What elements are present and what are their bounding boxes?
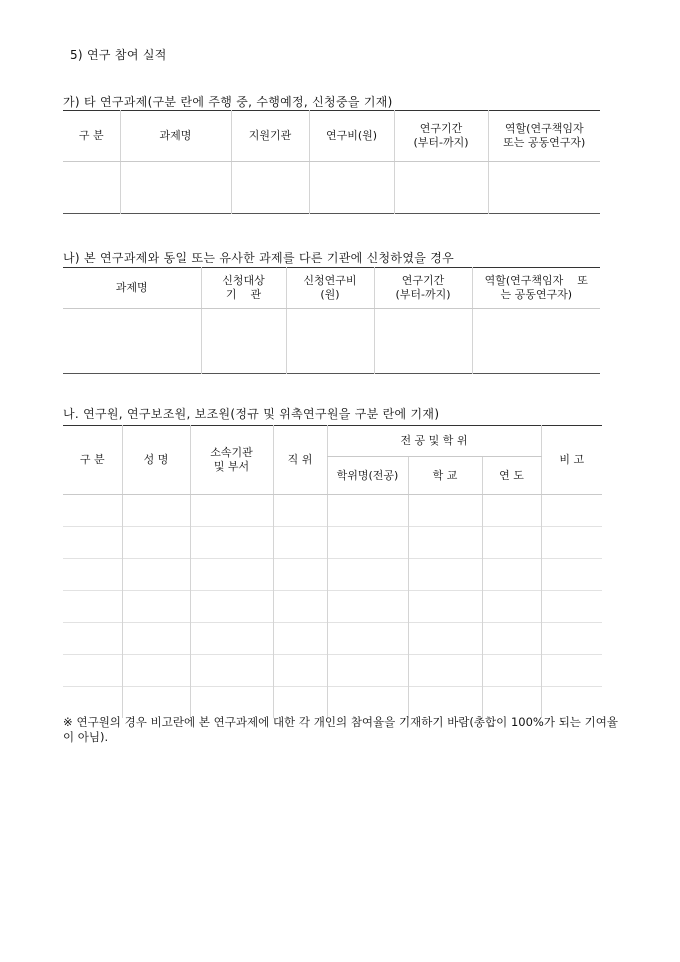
table-header-row bbox=[63, 426, 602, 457]
table-cell[interactable] bbox=[408, 591, 482, 623]
table-cell[interactable] bbox=[488, 162, 600, 214]
researchers-table bbox=[63, 425, 602, 718]
header-role: 역할(연구책임자 또는 공동연구자) bbox=[488, 111, 600, 162]
table-cell[interactable] bbox=[190, 655, 273, 687]
table-cell[interactable] bbox=[327, 623, 408, 655]
header-name: 성 명 bbox=[122, 426, 190, 495]
table-cell[interactable] bbox=[327, 559, 408, 591]
table-cell[interactable] bbox=[327, 527, 408, 559]
table-cell[interactable] bbox=[201, 309, 286, 374]
table-cell[interactable] bbox=[541, 559, 602, 591]
header-budget: 연구비(원) bbox=[309, 111, 394, 162]
table-cell[interactable] bbox=[541, 655, 602, 687]
table-cell[interactable] bbox=[327, 655, 408, 687]
table-cell[interactable] bbox=[190, 623, 273, 655]
header-target-agency: 신청대상 기 관 bbox=[201, 268, 286, 309]
table-cell[interactable] bbox=[541, 687, 602, 719]
table-cell[interactable] bbox=[408, 687, 482, 719]
similar-projects-table bbox=[63, 267, 600, 374]
header-period: 연구기간 (부터-까지) bbox=[374, 268, 472, 309]
table-cell[interactable] bbox=[394, 162, 488, 214]
table-cell[interactable] bbox=[472, 309, 600, 374]
table-row bbox=[63, 687, 602, 719]
table-cell[interactable] bbox=[541, 495, 602, 527]
header-year: 연 도 bbox=[482, 457, 541, 495]
table-cell[interactable] bbox=[273, 495, 327, 527]
table-cell[interactable] bbox=[541, 527, 602, 559]
table-cell[interactable] bbox=[122, 623, 190, 655]
table-cell[interactable] bbox=[190, 591, 273, 623]
table-cell[interactable] bbox=[63, 559, 122, 591]
header-category: 구 분 bbox=[63, 426, 122, 495]
header-degree-major: 학위명(전공) bbox=[327, 457, 408, 495]
header-project-name: 과제명 bbox=[63, 268, 201, 309]
table-cell[interactable] bbox=[122, 495, 190, 527]
table-cell[interactable] bbox=[273, 623, 327, 655]
other-projects-table bbox=[63, 110, 600, 214]
table-cell[interactable] bbox=[541, 591, 602, 623]
table-cell[interactable] bbox=[63, 591, 122, 623]
table-cell[interactable] bbox=[273, 591, 327, 623]
table-cell[interactable] bbox=[482, 527, 541, 559]
footnote: ※ 연구원의 경우 비고란에 본 연구과제에 대한 각 개인의 참여율을 기재하기 바람(총합이 100%가 되는 기여율이 아님). bbox=[63, 715, 618, 744]
table-cell[interactable] bbox=[122, 687, 190, 719]
table-row bbox=[63, 162, 600, 214]
table-row bbox=[63, 527, 602, 559]
table-cell[interactable] bbox=[327, 591, 408, 623]
table-cell[interactable] bbox=[122, 527, 190, 559]
table-cell[interactable] bbox=[482, 687, 541, 719]
header-project-name: 과제명 bbox=[120, 111, 231, 162]
table-cell[interactable] bbox=[273, 527, 327, 559]
table-cell[interactable] bbox=[309, 162, 394, 214]
table-cell[interactable] bbox=[408, 527, 482, 559]
table-cell[interactable] bbox=[63, 495, 122, 527]
table-cell[interactable] bbox=[63, 162, 120, 214]
header-remarks: 비 고 bbox=[541, 426, 602, 495]
table-cell[interactable] bbox=[63, 527, 122, 559]
table-cell[interactable] bbox=[190, 687, 273, 719]
table-cell[interactable] bbox=[122, 559, 190, 591]
table-row bbox=[63, 309, 600, 374]
table-cell[interactable] bbox=[482, 559, 541, 591]
table-cell[interactable] bbox=[122, 591, 190, 623]
table-cell[interactable] bbox=[482, 623, 541, 655]
header-school: 학 교 bbox=[408, 457, 482, 495]
table-cell[interactable] bbox=[63, 309, 201, 374]
table-row bbox=[63, 559, 602, 591]
table-cell[interactable] bbox=[482, 495, 541, 527]
table-cell[interactable] bbox=[190, 527, 273, 559]
table-cell[interactable] bbox=[327, 687, 408, 719]
table-cell[interactable] bbox=[374, 309, 472, 374]
section-b-title: 나) 본 연구과제와 동일 또는 유사한 과제를 다른 기관에 신청하였을 경우 bbox=[63, 251, 454, 265]
table-cell[interactable] bbox=[286, 309, 374, 374]
header-funding-agency: 지원기관 bbox=[231, 111, 309, 162]
table-cell[interactable] bbox=[190, 559, 273, 591]
table-cell[interactable] bbox=[482, 591, 541, 623]
header-position: 직 위 bbox=[273, 426, 327, 495]
table-cell[interactable] bbox=[190, 495, 273, 527]
table-cell[interactable] bbox=[120, 162, 231, 214]
table-cell[interactable] bbox=[63, 655, 122, 687]
table-header-row bbox=[63, 268, 600, 309]
table-cell[interactable] bbox=[122, 655, 190, 687]
table-row bbox=[63, 591, 602, 623]
section-c-title: 나. 연구원, 연구보조원, 보조원(정규 및 위촉연구원을 구분 란에 기재) bbox=[63, 407, 440, 421]
table-cell[interactable] bbox=[273, 655, 327, 687]
table-cell[interactable] bbox=[63, 623, 122, 655]
table-cell[interactable] bbox=[231, 162, 309, 214]
header-requested-budget: 신청연구비 (원) bbox=[286, 268, 374, 309]
table-cell[interactable] bbox=[482, 655, 541, 687]
header-period: 연구기간 (부터-까지) bbox=[394, 111, 488, 162]
table-cell[interactable] bbox=[408, 655, 482, 687]
table-cell[interactable] bbox=[327, 495, 408, 527]
header-role: 역할(연구책임자 또 는 공동연구자) bbox=[472, 268, 600, 309]
table-cell[interactable] bbox=[273, 559, 327, 591]
table-cell[interactable] bbox=[408, 559, 482, 591]
table-cell[interactable] bbox=[408, 623, 482, 655]
table-header-row bbox=[63, 111, 600, 162]
table-cell[interactable] bbox=[408, 495, 482, 527]
table-row bbox=[63, 623, 602, 655]
table-cell[interactable] bbox=[63, 687, 122, 719]
table-cell[interactable] bbox=[541, 623, 602, 655]
table-cell[interactable] bbox=[273, 687, 327, 719]
header-category: 구 분 bbox=[63, 111, 120, 162]
table-row bbox=[63, 495, 602, 527]
section-title: 5) 연구 참여 실적 bbox=[70, 48, 167, 62]
header-affiliation: 소속기관 및 부서 bbox=[190, 426, 273, 495]
section-a-title: 가) 타 연구과제(구분 란에 주행 중, 수행예정, 신청중을 기재) bbox=[63, 95, 393, 109]
header-major-degree: 전 공 및 학 위 bbox=[327, 426, 541, 457]
table-row bbox=[63, 655, 602, 687]
